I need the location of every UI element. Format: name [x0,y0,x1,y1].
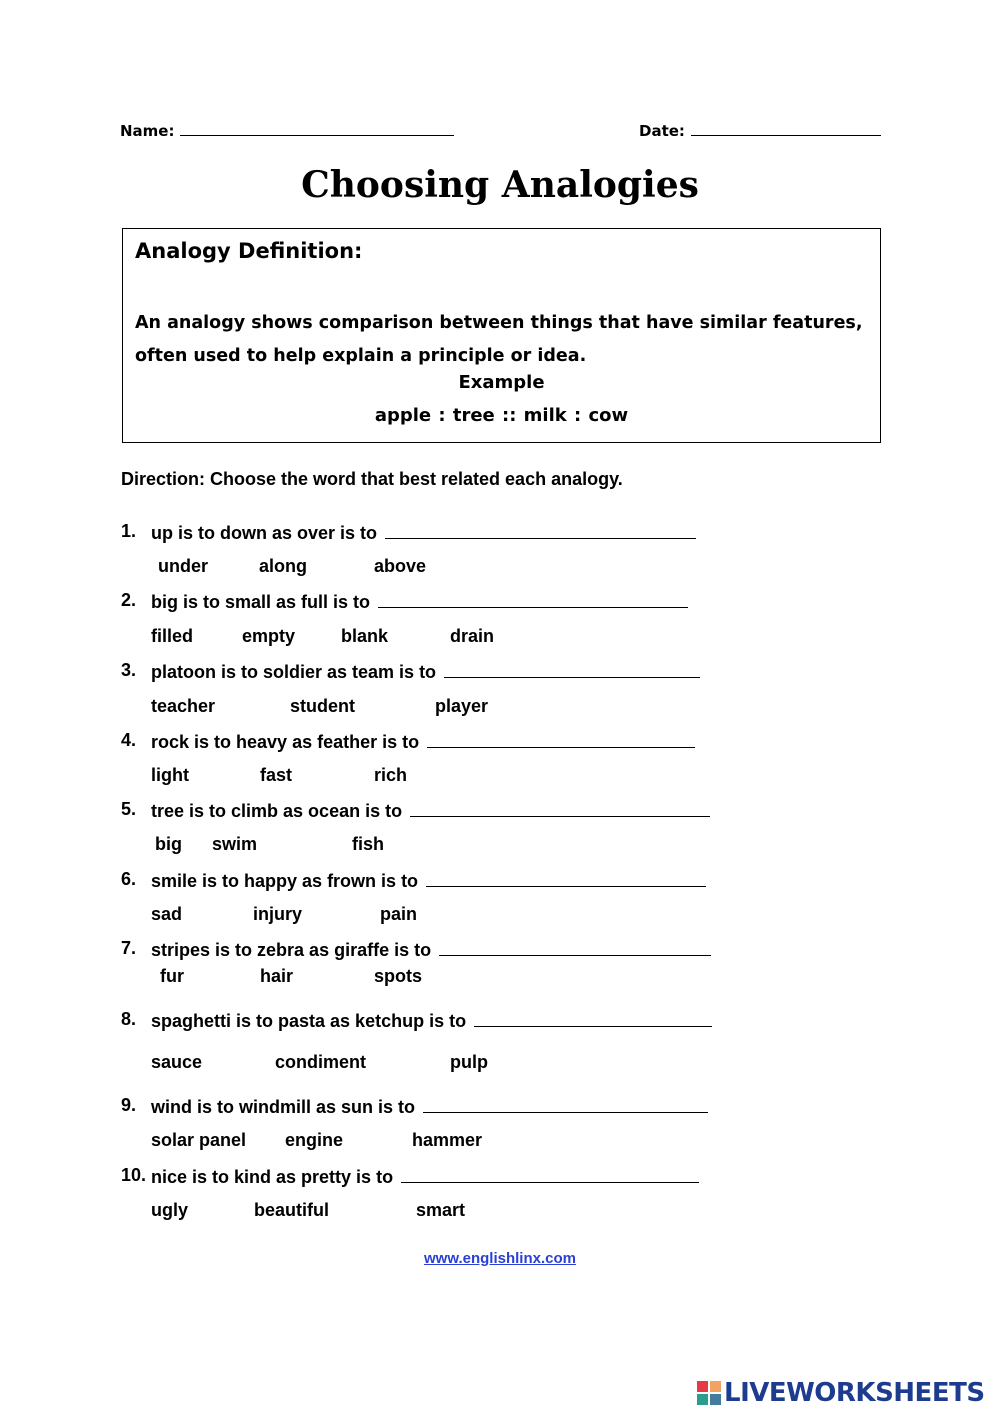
date-label: Date: [639,122,685,140]
example-analogy: apple : tree :: milk : cow [374,405,629,426]
logo-square-icon [710,1381,721,1392]
answer-blank[interactable] [378,590,688,608]
q4-option-1[interactable]: light [151,765,189,785]
logo-square-icon [697,1381,708,1392]
q3-option-1[interactable]: teacher [151,696,216,716]
q8-option-1[interactable]: sauce [151,1052,203,1072]
question-number: 5. [121,799,137,819]
logo-square-icon [697,1394,708,1405]
q2-option-1[interactable]: filled [151,626,194,646]
q3-option-2[interactable]: student [290,696,355,716]
definition-heading: Analogy Definition: [135,239,363,263]
name-field[interactable] [120,121,454,140]
question-text: platoon is to soldier as team is to [151,662,437,682]
q7-option-1[interactable]: fur [160,966,184,986]
logo-text: LIVEWORKSHEETS [724,1378,985,1408]
answer-blank[interactable] [401,1165,699,1183]
q2-option-3[interactable]: blank [341,626,389,646]
question-number: 3. [121,660,137,680]
answer-blank[interactable] [474,1009,712,1027]
q9-option-1[interactable]: solar panel [151,1130,247,1150]
q2-option-4[interactable]: drain [450,626,495,646]
question-number: 1. [121,521,137,541]
question-text: stripes is to zebra as giraffe is to [151,940,432,960]
question-text: tree is to climb as ocean is to [151,801,403,821]
logo-square-icon [710,1394,721,1405]
q7-option-3[interactable]: spots [374,966,423,986]
answer-blank[interactable] [423,1095,708,1113]
question-text: up is to down as over is to [151,523,378,543]
q9-option-2[interactable]: engine [285,1130,344,1150]
answer-blank[interactable] [385,521,696,539]
q9-option-3[interactable]: hammer [412,1130,483,1150]
footer-link[interactable]: www.englishlinx.com [424,1250,576,1267]
q8-option-3[interactable]: pulp [450,1052,488,1072]
name-blank-line[interactable] [180,121,454,136]
q6-option-1[interactable]: sad [151,904,183,924]
definition-box [122,228,881,443]
name-label: Name: [120,122,175,140]
question-number: 2. [121,590,137,610]
q4-option-3[interactable]: rich [374,765,408,785]
question-number: 6. [121,869,137,889]
question-text: big is to small as full is to [151,592,371,612]
q1-option-3[interactable]: above [374,556,427,576]
q6-option-3[interactable]: pain [380,904,418,924]
answer-blank[interactable] [444,660,700,678]
question-number: 10. [121,1165,147,1185]
q5-option-3[interactable]: fish [352,834,385,854]
question-number: 8. [121,1009,137,1029]
answer-blank[interactable] [427,730,695,748]
q10-option-3[interactable]: smart [416,1200,466,1220]
date-field[interactable] [639,121,881,140]
q4-option-2[interactable]: fast [260,765,293,785]
answer-blank[interactable] [426,869,706,887]
q1-option-2[interactable]: along [259,556,307,576]
example-label: Example [458,372,545,393]
answer-blank[interactable] [439,938,711,956]
q5-option-2[interactable]: swim [212,834,258,854]
q10-option-2[interactable]: beautiful [254,1200,329,1220]
q1-option-1[interactable]: under [158,556,209,576]
q7-option-2[interactable]: hair [260,966,294,986]
q8-option-2[interactable]: condiment [275,1052,367,1072]
answer-blank[interactable] [410,799,710,817]
date-blank-line[interactable] [691,121,881,136]
logo-mark-icon [697,1381,721,1405]
question-number: 9. [121,1095,137,1115]
question-number: 7. [121,938,137,958]
q10-option-1[interactable]: ugly [151,1200,189,1220]
page-title: Choosing Analogies [301,164,699,206]
q3-option-3[interactable]: player [435,696,489,716]
question-number: 4. [121,730,137,750]
q5-option-1[interactable]: big [155,834,182,854]
q2-option-2[interactable]: empty [242,626,296,646]
question-text: wind is to windmill as sun is to [151,1097,416,1117]
question-text: rock is to heavy as feather is to [151,732,420,752]
q6-option-2[interactable]: injury [253,904,303,924]
question-text: spaghetti is to pasta as ketchup is to [151,1011,467,1031]
question-text: smile is to happy as frown is to [151,871,419,891]
direction-text: Direction: Choose the word that best related each analogy. [121,469,623,489]
question-text: nice is to kind as pretty is to [151,1167,394,1187]
definition-text: An analogy shows comparison between things that have similar features, often used to help explain a principle or idea. [135,313,863,366]
